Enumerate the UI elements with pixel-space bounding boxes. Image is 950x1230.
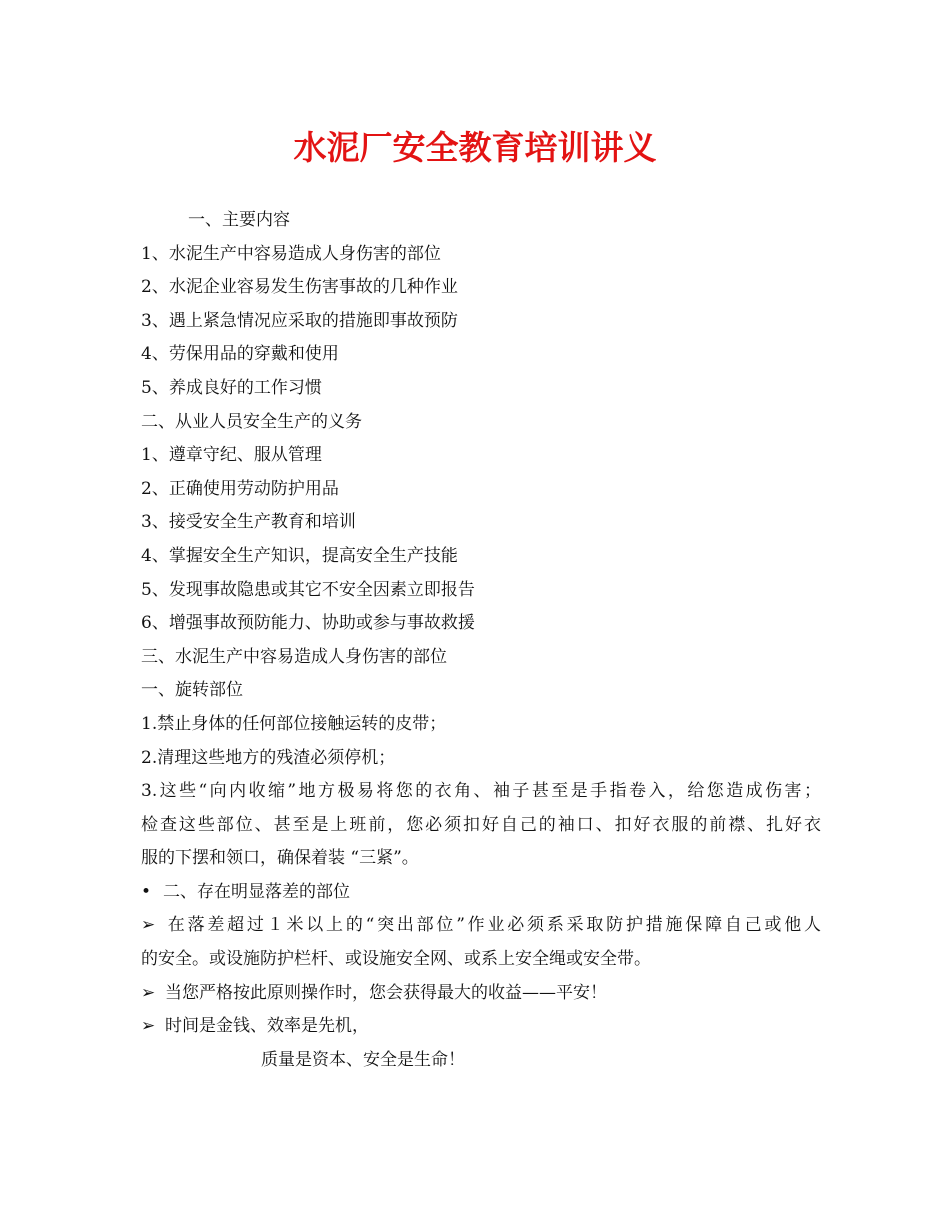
arrow-bullet-icon: ➢ xyxy=(141,1016,156,1037)
bullet-line xyxy=(141,876,821,910)
list-item: 2、正确使用劳动防护用品 xyxy=(141,478,339,499)
list-item: 5、养成良好的工作习惯 xyxy=(141,377,322,398)
list-item: 2.清理这些地方的残渣必须停机； xyxy=(141,747,396,768)
paragraph-text: 在落差超过１米以上的“突出部位”作业必须系采取防护措施保障自己或他人 xyxy=(165,915,821,936)
list-item: 1、水泥生产中容易造成人身伤害的部位 xyxy=(141,243,441,264)
arrow-bullet-icon: ➢ xyxy=(141,915,156,936)
list-item: 4、掌握安全生产知识，提高安全生产技能 xyxy=(141,545,458,566)
paragraph-line: 的安全。或设施防护栏杆、或设施安全网、或系上安全绳或安全带。 xyxy=(141,949,651,970)
slogan-line: 质量是资本、安全是生命！ xyxy=(261,1049,465,1070)
list-item: 4、劳保用品的穿戴和使用 xyxy=(141,344,339,365)
bullet-dot-icon: • xyxy=(141,881,152,902)
paragraph-line: 服的下摆和领口，确保着装 “三紧”。 xyxy=(141,848,419,869)
paragraph-line: 检查这些部位、甚至是上班前，您必须扣好自己的袖口、扣好衣服的前襟、扎好衣 xyxy=(141,814,821,835)
arrow-line xyxy=(141,1010,821,1044)
document-body xyxy=(141,204,821,1077)
section-heading-obligations: 二、从业人员安全生产的义务 xyxy=(141,411,362,432)
list-item: 6、增强事故预防能力、协助或参与事故救援 xyxy=(141,613,475,634)
list-item: 2、水泥企业容易发生伤害事故的几种作业 xyxy=(141,277,458,298)
paragraph-text: 时间是金钱、效率是先机， xyxy=(165,1016,369,1037)
arrow-line xyxy=(141,977,821,1011)
arrow-bullet-icon: ➢ xyxy=(141,982,156,1003)
list-item: 1、遵章守纪、服从管理 xyxy=(141,445,322,466)
arrow-line xyxy=(141,909,821,943)
subsection-heading-height-drop: 二、存在明显落差的部位 xyxy=(163,881,350,902)
list-item: 5、发现事故隐患或其它不安全因素立即报告 xyxy=(141,579,475,600)
subsection-heading-rotating-parts: 一、旋转部位 xyxy=(141,680,243,701)
document-title: 水泥厂安全教育培训讲义 xyxy=(293,128,657,167)
section-heading-hazard-areas: 三、水泥生产中容易造成人身伤害的部位 xyxy=(141,646,447,667)
list-item: 1.禁止身体的任何部位接触运转的皮带； xyxy=(141,713,447,734)
list-item: 3、遇上紧急情况应采取的措施即事故预防 xyxy=(141,310,458,331)
paragraph-line: 3.这些“向内收缩”地方极易将您的衣角、袖子甚至是手指卷入，给您造成伤害； xyxy=(141,781,821,802)
section-heading-main-content: 一、主要内容 xyxy=(188,210,290,230)
paragraph-text: 当您严格按此原则操作时，您会获得最大的收益——平安！ xyxy=(165,982,607,1003)
list-item: 3、接受安全生产教育和培训 xyxy=(141,512,356,533)
